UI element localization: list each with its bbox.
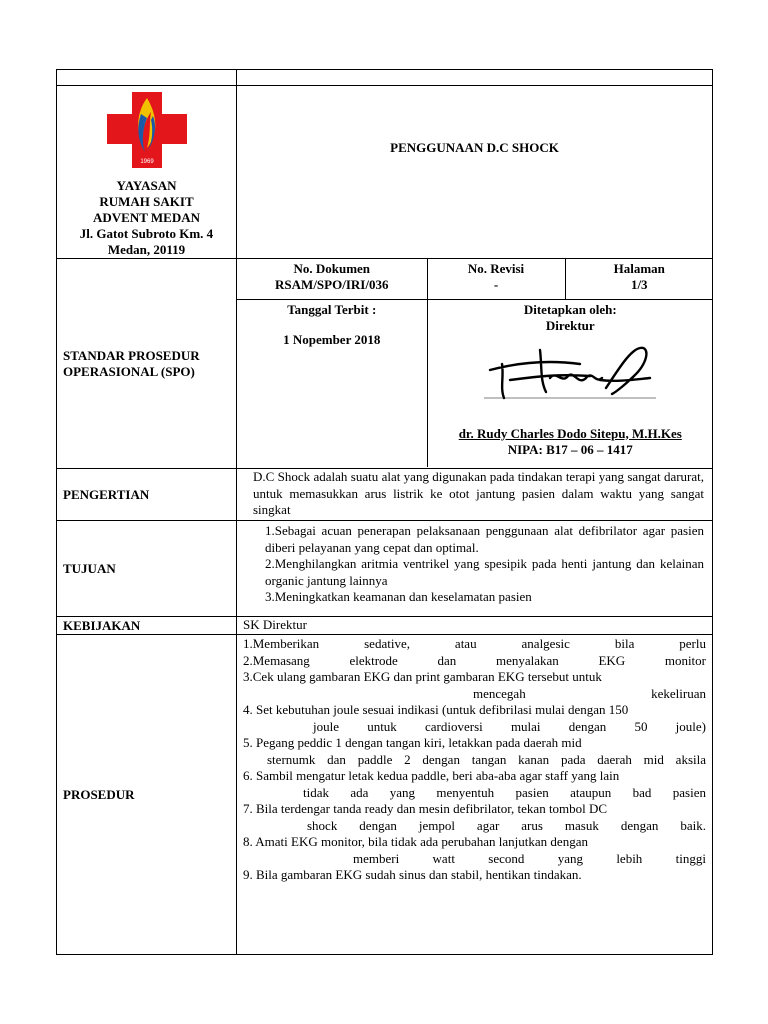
spo-table xyxy=(56,69,713,955)
list-item: 7. Bila terdengar tanda ready dan mesin defibrilator, tekan tombol DC xyxy=(243,801,608,816)
page-cell: Halaman 1/3 xyxy=(565,259,713,299)
organization-cell xyxy=(57,86,237,259)
prosedur-label: PROSEDUR xyxy=(57,635,237,955)
issue-date-cell: Tanggal Terbit : 1 Nopember 2018 xyxy=(237,299,427,467)
tujuan-label: TUJUAN xyxy=(57,521,237,617)
org-line: YAYASAN xyxy=(116,178,177,193)
prosedur-list xyxy=(237,635,713,955)
list-item: tidak ada yang menyentuh pasien ataupun bad pasien xyxy=(303,784,706,800)
list-item: 8. Amati EKG monitor, bila tidak ada perubahan lanjutkan dengan xyxy=(243,834,588,849)
list-item: shock dengan jempol agar arus masuk dengan baik. xyxy=(307,817,706,833)
approver-name: dr. Rudy Charles Dodo Sitepu, M.H.Kes xyxy=(458,425,682,441)
list-item: 3.Meningkatkan keamanan dan keselamatan pasien xyxy=(265,589,532,604)
kebijakan-label: KEBIJAKAN xyxy=(57,617,237,635)
spo-label: STANDAR PROSEDUR OPERASIONAL (SPO) xyxy=(57,259,237,469)
pengertian-text: D.C Shock adalah suatu alat yang digunakan pada tindakan terapi yang sangat darurat, untuk memasukkan arus listrik ke otot jantung pasien dalam waktu yang sangat singkat xyxy=(237,469,713,521)
revision-cell: No. Revisi - xyxy=(427,259,565,299)
prosedur-row xyxy=(57,635,713,955)
doc-number-cell: No. Dokumen RSAM/SPO/IRI/036 xyxy=(237,259,427,299)
list-item: 1.Sebagai acuan penerapan pelaksanaan penggunaan alat defibrilator agar pasien diberi pelayanan yang cepat dan optimal. xyxy=(265,523,704,555)
org-line: RUMAH SAKIT xyxy=(99,194,194,209)
list-item: 1.Memberikan sedative, atau analgesic bila perlu xyxy=(243,636,706,651)
document-title: PENGGUNAAN D.C SHOCK xyxy=(237,86,713,259)
list-item: 5. Pegang peddic 1 dengan tangan kiri, letakkan pada daerah mid xyxy=(243,735,582,750)
tujuan-list xyxy=(237,521,713,617)
list-item: mencegah kekeliruan xyxy=(473,685,706,701)
top-blank-row xyxy=(57,70,713,86)
header-row xyxy=(57,86,713,259)
list-item: 9. Bila gambaran EKG sudah sinus dan stabil, hentikan tindakan. xyxy=(243,867,582,882)
list-item: joule untuk cardioversi mulai dengan 50 joule) xyxy=(313,718,706,734)
document-page xyxy=(56,69,712,935)
org-line: ADVENT MEDAN xyxy=(92,210,200,225)
org-line: Medan, 20119 xyxy=(107,242,186,257)
list-item: 3.Cek ulang gambaran EKG dan print gambaran EKG tersebut untuk xyxy=(243,669,602,684)
director-signature xyxy=(480,340,660,404)
hospital-logo xyxy=(107,92,187,168)
approval-cell: Ditetapkan oleh: Direktur dr. Rudy Charles Dodo Sitepu, M.H.Kes NIPA: B17 – 06 – 1417 xyxy=(427,299,713,467)
kebijakan-text: SK Direktur xyxy=(237,617,713,635)
list-item: memberi watt second yang lebih tinggi xyxy=(353,850,706,866)
list-item: 2.Memasang elektrode dan menyalakan EKG monitor xyxy=(243,652,706,668)
pengertian-label: PENGERTIAN xyxy=(57,469,237,521)
approver-nipa: NIPA: B17 – 06 – 1417 xyxy=(507,441,633,457)
org-line: Jl. Gatot Subroto Km. 4 xyxy=(79,226,214,241)
kebijakan-row xyxy=(57,617,713,635)
organization-name xyxy=(57,178,236,258)
document-info-table xyxy=(237,259,713,467)
tujuan-row xyxy=(57,521,713,617)
list-item: sternumk dan paddle 2 dengan tangan kanan pada daerah mid aksila xyxy=(267,751,706,767)
list-item: 6. Sambil mengatur letak kedua paddle, beri aba-aba agar staff yang lain xyxy=(243,768,620,783)
document-info-row xyxy=(57,259,713,469)
logo-year: 1969 xyxy=(139,159,154,165)
list-item: 2.Menghilangkan aritmia ventrikel yang spesipik pada henti jantung dan kelainan organic jantung lainnya xyxy=(265,556,704,588)
pengertian-row xyxy=(57,469,713,521)
list-item: 4. Set kebutuhan joule sesuai indikasi (untuk defibrilasi mulai dengan 150 xyxy=(243,702,629,717)
